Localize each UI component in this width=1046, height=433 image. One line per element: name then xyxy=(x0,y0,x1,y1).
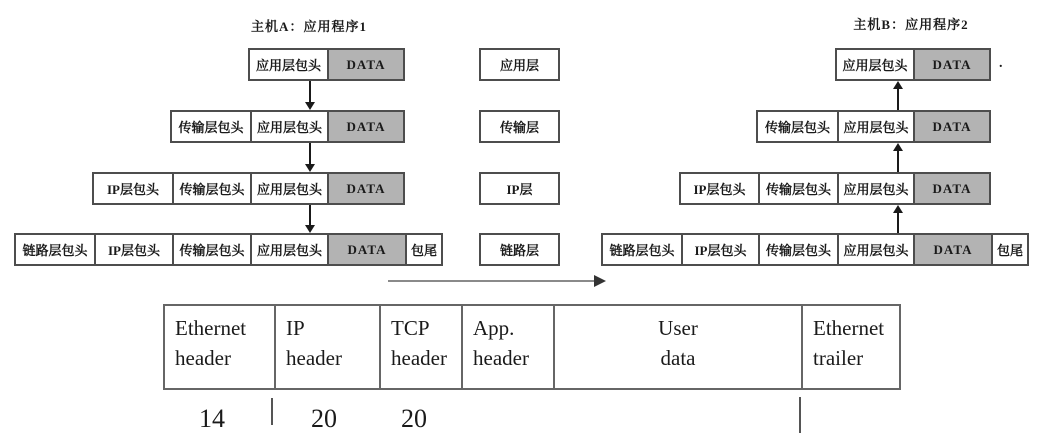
cell-app-header: 应用层包头 xyxy=(250,235,327,264)
table-cell-line: User xyxy=(658,316,698,340)
cell-app-header: 应用层包头 xyxy=(837,50,913,79)
table-cell-line: header xyxy=(473,346,529,370)
cell-app-header: 应用层包头 xyxy=(250,112,327,141)
table-cell-user-data xyxy=(553,306,801,388)
cell-data: DATA xyxy=(913,50,989,79)
up-arrow-icon xyxy=(892,81,904,110)
cell-transport-header: 传输层包头 xyxy=(758,235,837,264)
layer-box-application: 应用层 xyxy=(479,48,560,81)
table-cell-line: header xyxy=(175,346,231,370)
host-a-packet-row-4 xyxy=(14,233,443,266)
host-a-packet-row-2 xyxy=(170,110,405,143)
cell-app-header: 应用层包头 xyxy=(837,235,913,264)
cell-trailer: 包尾 xyxy=(405,235,441,264)
down-arrow-icon xyxy=(304,81,316,110)
table-cell-line: header xyxy=(286,346,342,370)
cell-data: DATA xyxy=(327,235,405,264)
cell-data: DATA xyxy=(327,174,403,203)
cell-link-header: 链路层包头 xyxy=(603,235,681,264)
up-arrow-icon xyxy=(892,205,904,233)
cell-trailer: 包尾 xyxy=(991,235,1027,264)
cell-app-header: 应用层包头 xyxy=(250,174,327,203)
layer-box-link: 链路层 xyxy=(479,233,560,266)
up-arrow-icon xyxy=(892,143,904,172)
cell-data: DATA xyxy=(913,112,989,141)
cell-app-header: 应用层包头 xyxy=(837,174,913,203)
cell-app-header: 应用层包头 xyxy=(250,50,327,79)
host-a-packet-row-1 xyxy=(248,48,405,81)
table-cell-app-header xyxy=(461,306,553,388)
table-cell-ethernet-trailer xyxy=(801,306,899,388)
table-cell-line: Ethernet xyxy=(175,316,247,340)
table-cell-line: App. xyxy=(473,316,515,340)
table-cell-line: data xyxy=(660,346,696,370)
table-cell-line: IP xyxy=(286,316,305,340)
table-cell-ethernet-header xyxy=(165,306,274,388)
right-arrow-icon xyxy=(388,275,606,287)
cell-transport-header: 传输层包头 xyxy=(758,112,837,141)
cell-ip-header: IP层包头 xyxy=(681,174,758,203)
cell-ip-header: IP层包头 xyxy=(94,174,172,203)
host-b-packet-row-4 xyxy=(601,233,1029,266)
cell-ip-header: IP层包头 xyxy=(94,235,172,264)
byte-count-tcp-header: 20 xyxy=(401,404,427,433)
table-cell-tcp-header xyxy=(379,306,461,388)
byte-count-ethernet-header: 14 xyxy=(199,404,225,433)
host-b-packet-row-3 xyxy=(679,172,991,205)
cell-data: DATA xyxy=(327,50,403,79)
cell-data: DATA xyxy=(913,174,989,203)
table-cell-line: trailer xyxy=(813,346,864,370)
stray-dot: . xyxy=(999,56,1003,71)
cell-data: DATA xyxy=(913,235,991,264)
cell-ip-header: IP层包头 xyxy=(681,235,758,264)
byte-count-ip-header: 20 xyxy=(311,404,337,433)
cell-transport-header: 传输层包头 xyxy=(172,112,250,141)
byte-layout-table xyxy=(163,304,901,390)
cell-link-header: 链路层包头 xyxy=(16,235,94,264)
table-cell-line: Ethernet xyxy=(813,316,885,340)
layer-box-transport: 传输层 xyxy=(479,110,560,143)
cell-transport-header: 传输层包头 xyxy=(172,235,250,264)
down-arrow-icon xyxy=(304,143,316,172)
table-cell-ip-header xyxy=(274,306,379,388)
cell-data: DATA xyxy=(327,112,403,141)
host-b-title: 主机B：应用程序2 xyxy=(853,17,969,32)
host-b-packet-row-1 xyxy=(835,48,991,81)
down-arrow-icon xyxy=(304,205,316,233)
table-cell-line: TCP xyxy=(391,316,430,340)
host-b-packet-row-2 xyxy=(756,110,991,143)
cell-transport-header: 传输层包头 xyxy=(172,174,250,203)
host-a-packet-row-3 xyxy=(92,172,405,205)
host-a-title: 主机A：应用程序1 xyxy=(251,19,367,34)
tick-mark xyxy=(799,397,801,433)
tick-mark xyxy=(271,398,273,425)
layer-box-ip: IP层 xyxy=(479,172,560,205)
cell-app-header: 应用层包头 xyxy=(837,112,913,141)
table-cell-line: header xyxy=(391,346,447,370)
cell-transport-header: 传输层包头 xyxy=(758,174,837,203)
